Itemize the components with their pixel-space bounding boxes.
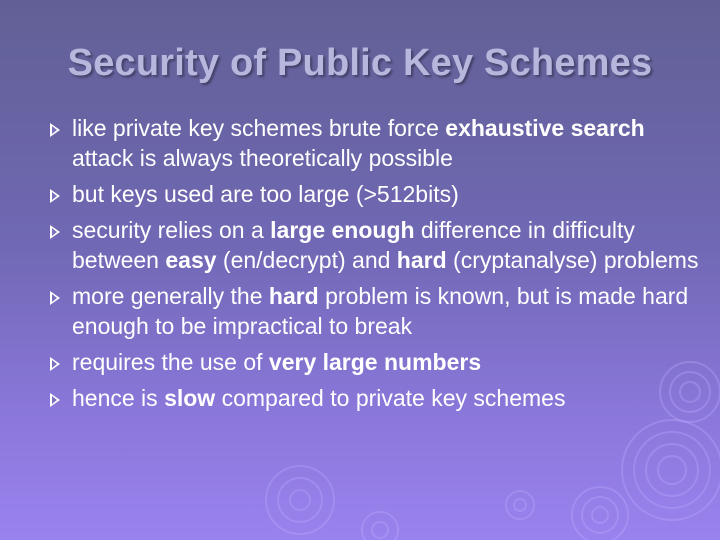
text-run: problem is known, but is made hard enough to be impractical to break	[72, 283, 689, 339]
text-run: security relies on a	[72, 217, 271, 243]
text-run: attack is always theoretically possible	[72, 145, 453, 171]
bold-run: very large numbers	[268, 349, 482, 375]
arrow-bullet-icon	[50, 123, 60, 137]
text-run: but keys used are too large (>512bits)	[72, 181, 459, 207]
bullet-item	[50, 215, 700, 275]
arrow-bullet-icon	[50, 225, 60, 239]
bold-run: hard	[268, 283, 319, 309]
bold-run: easy	[165, 247, 217, 273]
arrow-bullet-icon	[50, 291, 60, 305]
text-run: like private key schemes brute force	[72, 115, 446, 141]
bullet-item	[50, 281, 700, 341]
bold-run: exhaustive search	[445, 115, 645, 141]
bullet-item	[50, 113, 700, 173]
text-run: requires the use of	[72, 349, 269, 375]
arrow-bullet-icon	[50, 393, 60, 407]
bullet-list	[50, 113, 700, 419]
bold-run: slow	[164, 385, 216, 411]
text-run: difference in difficulty between	[72, 217, 635, 273]
text-run: (cryptanalyse) problems	[446, 247, 699, 273]
bullet-item	[50, 383, 700, 413]
arrow-bullet-icon	[50, 189, 60, 203]
slide-title: Security of Public Key Schemes	[67, 42, 653, 84]
bullet-item	[50, 179, 700, 209]
text-run: (en/decrypt) and	[216, 247, 397, 273]
text-run: compared to private key schemes	[215, 385, 566, 411]
text-run: more generally the	[72, 283, 269, 309]
bold-run: large enough	[270, 217, 415, 243]
arrow-bullet-icon	[50, 357, 60, 371]
bold-run: hard	[396, 247, 447, 273]
bullet-item	[50, 347, 700, 377]
text-run: hence is	[72, 385, 165, 411]
